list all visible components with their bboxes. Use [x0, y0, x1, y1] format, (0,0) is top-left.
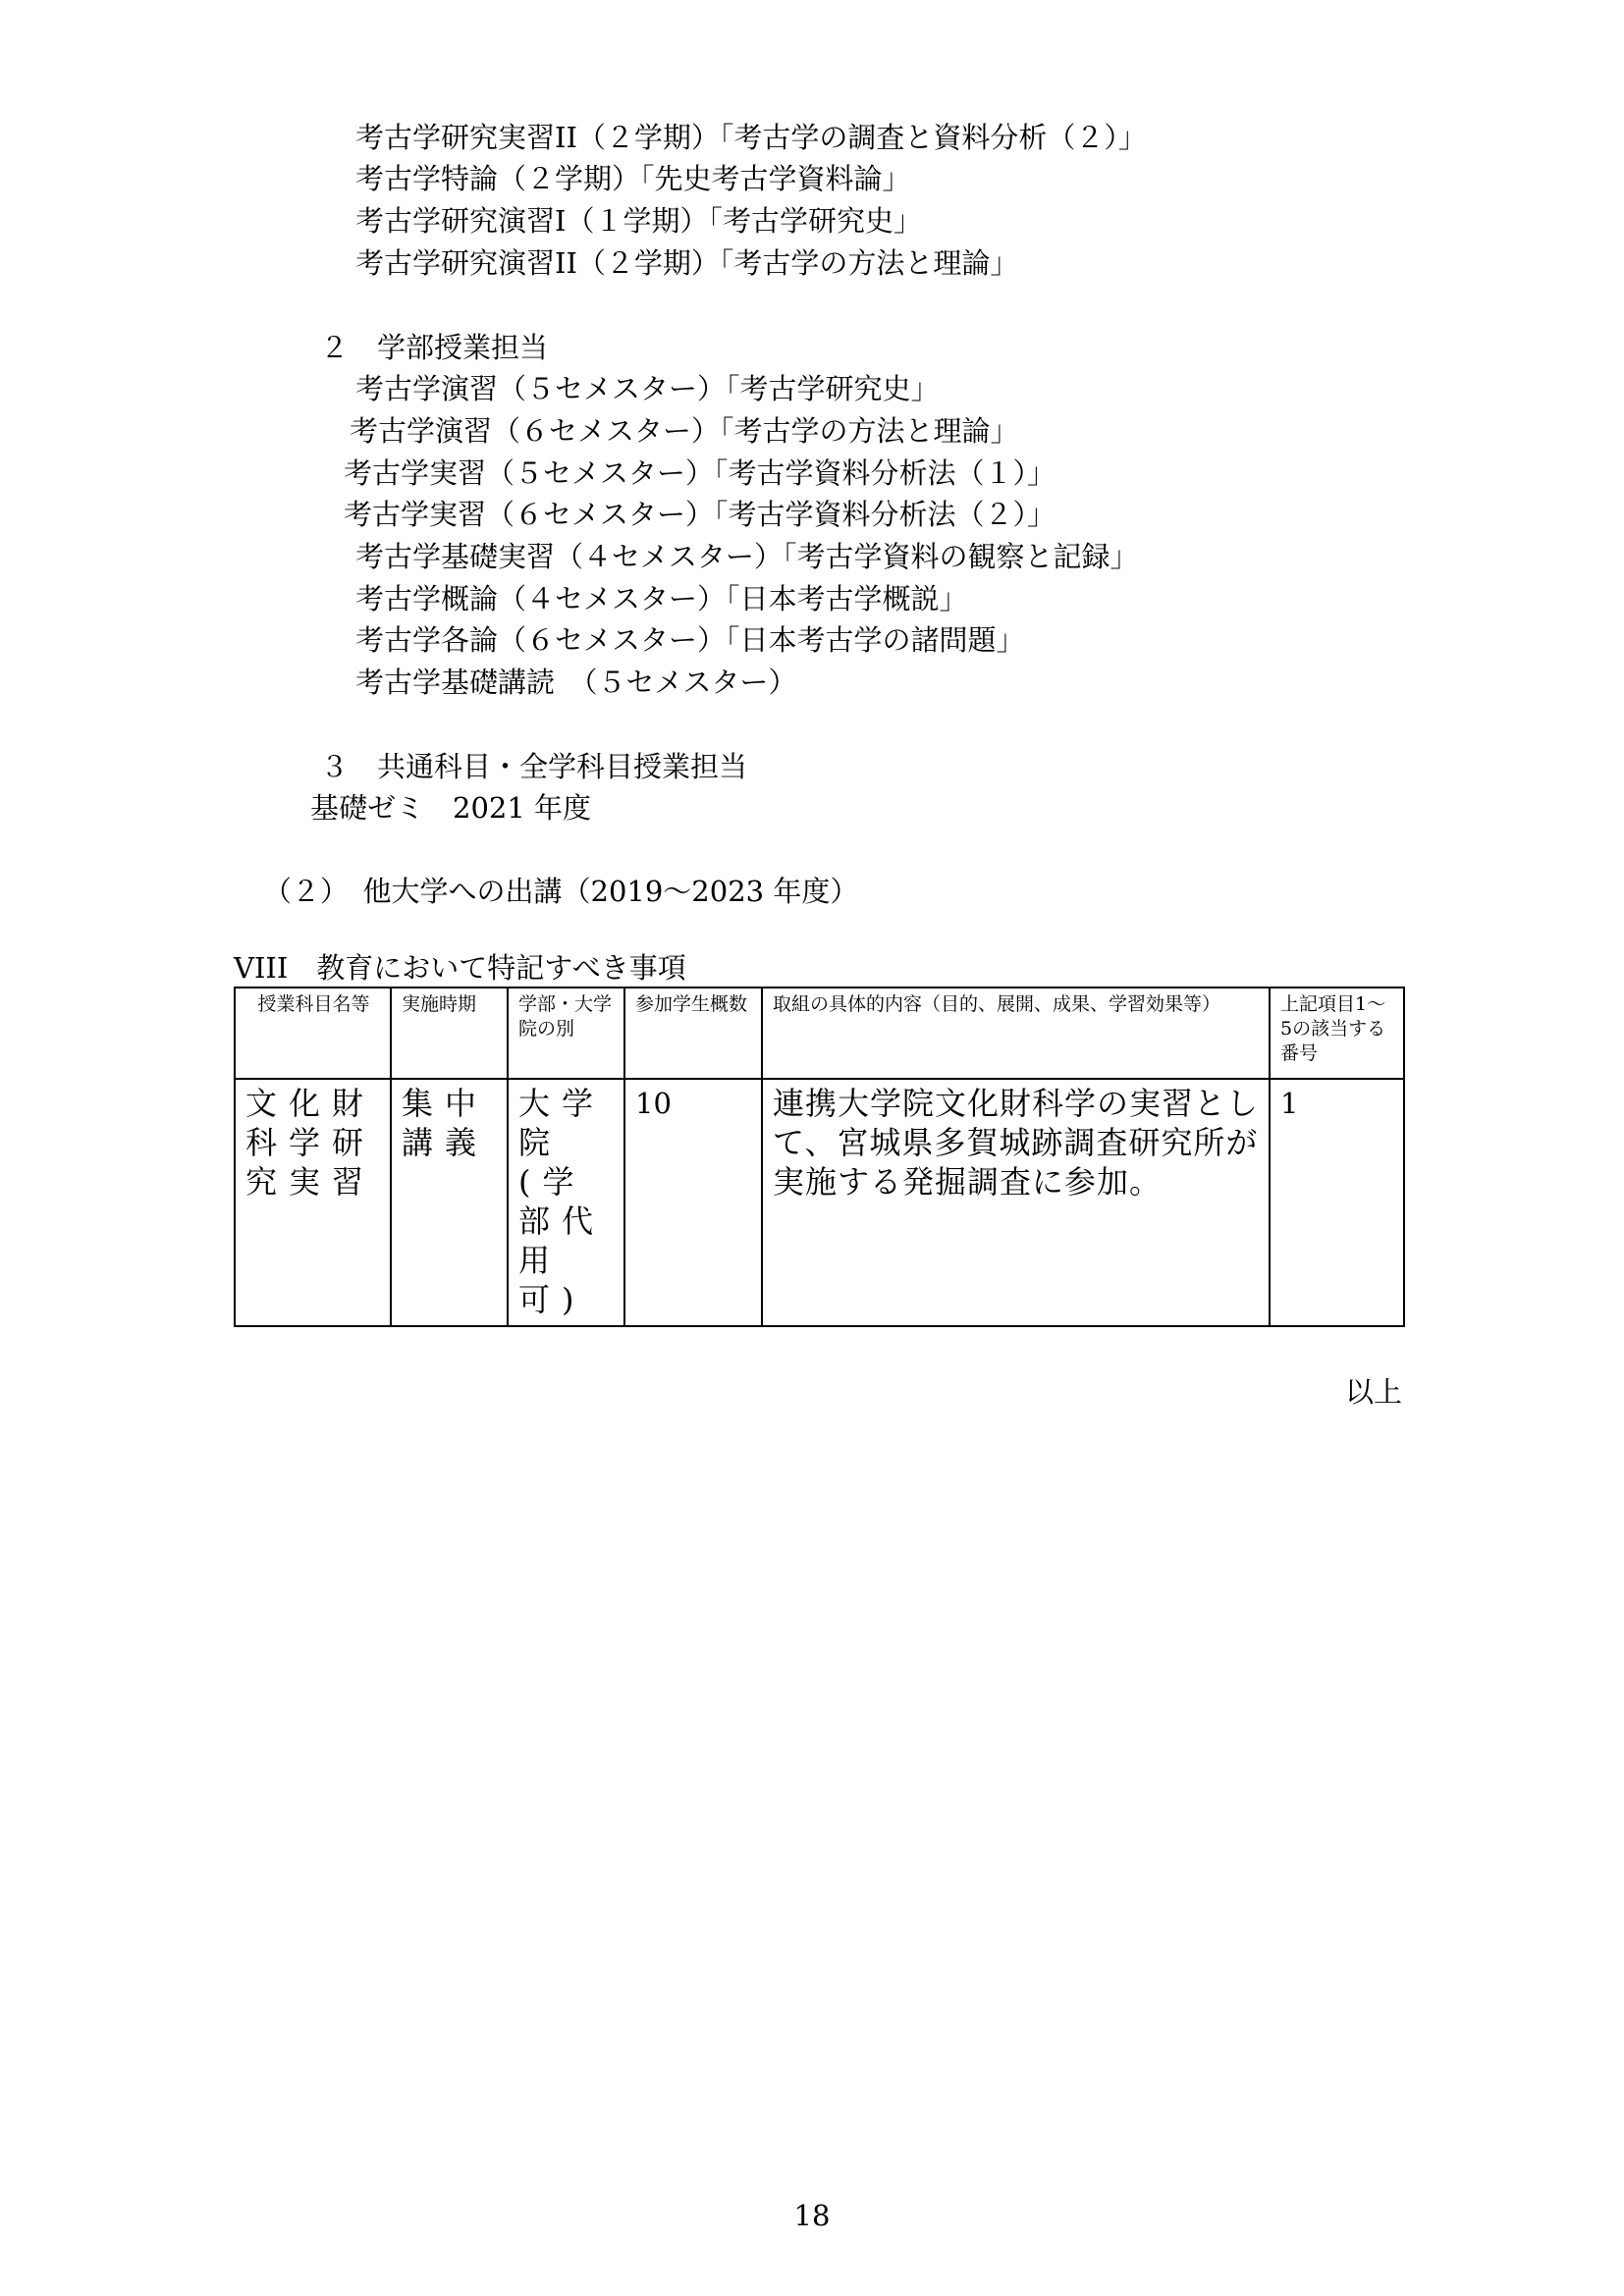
course-line-3: 考古学研究演習I（１学期）「考古学研究史」 — [355, 204, 922, 238]
special-notes-table — [234, 987, 1405, 1327]
cell-content: 連携大学院文化財科学の実習として、宮城県多賀城跡調査研究所が実施する発掘調査に参加。 — [762, 1079, 1270, 1326]
course-line-4: 考古学研究演習II（２学期）「考古学の方法と理論」 — [355, 246, 1019, 280]
section-3-heading: ３ 共通科目・全学科目授業担当 — [320, 750, 748, 783]
undergrad-course-8: 考古学基礎講読 （５セメスター） — [355, 666, 797, 699]
undergrad-course-7: 考古学各論（６セメスター）「日本考古学の諸問題」 — [355, 623, 1025, 657]
undergrad-course-4: 考古学実習（６セメスター）「考古学資料分析法（２）」 — [344, 498, 1056, 531]
cell-students: 10 — [624, 1079, 762, 1326]
other-university-heading: （２） 他大学への出講（2019～2023 年度） — [263, 875, 859, 908]
header-students: 参加学生概数 — [624, 988, 762, 1079]
section-viii-heading: VIII 教育において特記すべき事項 — [234, 951, 686, 985]
header-period: 実施時期 — [391, 988, 508, 1079]
header-level: 学部・大学院の別 — [508, 988, 624, 1079]
table-row — [235, 1079, 1404, 1326]
header-content: 取組の具体的内容（目的、展開、成果、学習効果等） — [762, 988, 1270, 1079]
undergrad-course-6: 考古学概論（４セメスター）「日本考古学概説」 — [355, 582, 968, 615]
page-number: 18 — [793, 2199, 831, 2232]
undergrad-course-2: 考古学演習（６セメスター）「考古学の方法と理論」 — [350, 414, 1019, 448]
course-line-2: 考古学特論（２学期）「先史考古学資料論」 — [355, 162, 911, 195]
cell-item: 1 — [1270, 1079, 1404, 1326]
cell-period: 集中講義 — [391, 1079, 508, 1326]
header-course: 授業科目名等 — [235, 988, 391, 1079]
cell-course: 文化財科学研究実習 — [235, 1079, 391, 1326]
undergrad-course-5: 考古学基礎実習（４セメスター）「考古学資料の観察と記録」 — [355, 540, 1139, 573]
table-header-row — [235, 988, 1404, 1079]
course-line-1: 考古学研究実習II（２学期）「考古学の調査と資料分析（２）」 — [355, 121, 1147, 154]
undergrad-course-3: 考古学実習（５セメスター）「考古学資料分析法（１）」 — [344, 456, 1056, 490]
section-2-heading: ２ 学部授業担当 — [320, 331, 549, 364]
cell-level: 大学院(学部代用可) — [508, 1079, 624, 1326]
section-3-line: 基礎ゼミ 2021 年度 — [310, 791, 592, 825]
undergrad-course-1: 考古学演習（５セメスター）「考古学研究史」 — [355, 372, 940, 405]
closing-text: 以上 — [1345, 1375, 1403, 1409]
header-item: 上記項目1～5の該当する番号 — [1270, 988, 1404, 1079]
